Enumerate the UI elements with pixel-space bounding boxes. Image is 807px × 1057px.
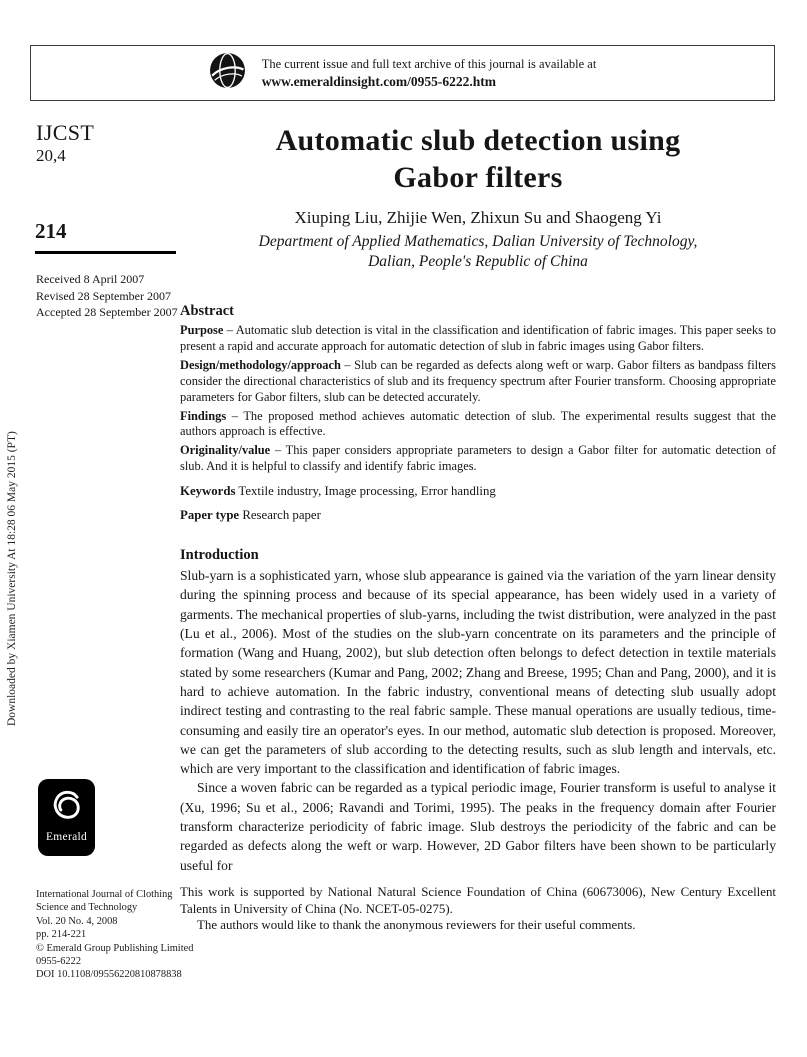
abstract-section-originality xyxy=(180,443,776,475)
abstract-section-text: – Slub can be regarded as defects along weft or warp. Gabor filters as bandpass filters consider the directional characteristics of slub and its frequency spectrum after Fourier transform. Choosing appropriate parameters for Gabor filters, slub can be detected accurately. xyxy=(180,357,776,404)
abstract-section-text: – This paper considers appropriate parameters to design a Gabor filter for automatic detection of slub. And it is helpful to classify and identify fabric images. xyxy=(180,443,776,474)
emerald-logo xyxy=(38,779,95,856)
keywords-value: Textile industry, Image processing, Error handling xyxy=(238,484,496,499)
footnote xyxy=(180,884,776,934)
journal-code: IJCST xyxy=(36,120,95,145)
emerald-wordmark: Emerald xyxy=(45,831,88,843)
history-line-received: Received 8 April 2007 xyxy=(36,272,145,286)
imprint-line: Science and Technology xyxy=(36,902,138,914)
journal-issue: 20,4 xyxy=(36,146,66,165)
paper-type-line xyxy=(180,508,776,523)
globe-icon xyxy=(209,52,246,94)
journal-imprint xyxy=(36,888,193,982)
download-watermark: Downloaded by Xiamen University At 18:28 06 May 2015 (PT) xyxy=(6,431,18,726)
abstract-section-design xyxy=(180,358,776,406)
article-title xyxy=(180,122,776,196)
article-history xyxy=(36,271,178,321)
paper-type-label: Paper type xyxy=(180,508,240,523)
abstract-section-text: – The proposed method achieves automatic detection of slub. The experimental results suggest that the authors approach is effective. xyxy=(180,408,776,439)
abstract-sections xyxy=(180,323,776,475)
abstract-section-label: Purpose xyxy=(180,323,224,337)
intro-paragraph: Slub-yarn is a sophisticated yarn, whose slub appearance is gained via the variation of the yarn linear density during the spinning process and because of its special appearance, has been widely used in a variety of garments. The mechanical properties of slub-yarns, including the twist distribution, were analyzed in the past (Lu et al., 2006). Most of the studies on the slub-yarn concentrate on its parameters and the principle of formation (Wang and Huang, 2002), but slub detection often belongs to defect detection in textile materials stated by some researchers (Kumar and Pang, 2002; Zhang and Breese, 1995; Chan and Pang, 2000), and it is hard to achieve automation. In the fabric industry, conventional means of detecting slub usually adopt indirect testing and contrasting to the real fabric sample. These manual operations are usually tedious, time-consuming and easily tire an operator's eyes. In our method, automatic slub detection is proposed. Moreover, we can get the parameters of slub according to the detecting results, such as slub length and intervals, etc. which are very important to the classification and identification of fabric images. xyxy=(180,568,776,777)
affiliation-line: Dalian, People's Republic of China xyxy=(368,252,588,270)
abstract-section-text: – Automatic slub detection is vital in the classification and identification of fabric images. This paper seeks to present a rapid and accurate approach for automatic detection of slub in fabric images using Gabor filters. xyxy=(180,323,776,353)
introduction-text xyxy=(180,566,776,875)
imprint-line: DOI 10.1108/09556220810878838 xyxy=(36,969,182,981)
affiliation-line: Department of Applied Mathematics, Dalian University of Technology, xyxy=(258,233,698,250)
intro-paragraph: Since a woven fabric can be regarded as a typical periodic image, Fourier transform is useful to analyse it (Xu, 1996; Su et al., 2006; Ravandi and Torimi, 1995). The peaks in the frequency domain after Fourier transform characterize periodicity of fabric image. Slub destroys the periodicity of the fabric and can be regarded as defects along the weft or warp. However, 2D Gabor filters have been shown to be particularly useful for xyxy=(180,780,776,873)
availability-banner xyxy=(30,45,775,101)
imprint-line: © Emerald Group Publishing Limited xyxy=(36,942,194,954)
keywords-label: Keywords xyxy=(180,484,236,499)
introduction-heading: Introduction xyxy=(180,547,259,564)
article-title-line: Gabor filters xyxy=(393,161,563,194)
journal-url-link[interactable]: www.emeraldinsight.com/0955-6222.htm xyxy=(261,73,497,89)
article-affiliation xyxy=(180,232,776,271)
article-title-line: Automatic slub detection using xyxy=(275,124,681,157)
imprint-line: pp. 214-221 xyxy=(36,929,87,941)
imprint-line: International Journal of Clothing xyxy=(36,889,173,900)
keywords-line xyxy=(180,484,776,499)
history-line-revised: Revised 28 September 2007 xyxy=(36,288,171,303)
abstract-section-label: Findings xyxy=(180,408,227,423)
history-line-accepted: Accepted 28 September 2007 xyxy=(36,305,178,319)
abstract-section-findings xyxy=(180,409,776,441)
article-body xyxy=(180,122,776,934)
abstract-heading: Abstract xyxy=(180,303,234,319)
emerald-swirl-icon xyxy=(48,786,86,829)
footnote-paragraph: The authors would like to thank the anonymous reviewers for their useful comments. xyxy=(197,918,636,933)
imprint-line: Vol. 20 No. 4, 2008 xyxy=(36,915,118,927)
abstract-section-label: Design/methodology/approach xyxy=(180,357,341,372)
abstract-section-purpose xyxy=(180,323,776,355)
article-authors: Xiuping Liu, Zhijie Wen, Zhixun Su and Shaogeng Yi xyxy=(294,208,662,227)
page-number: 214 xyxy=(35,219,176,254)
paper-type-value: Research paper xyxy=(242,508,321,523)
footnote-paragraph: This work is supported by National Natural Science Foundation of China (60673006), New Century Excellent Talents in University of China (No. NCET-05-0275). xyxy=(180,884,776,916)
abstract-section-label: Originality/value xyxy=(180,443,271,458)
imprint-line: 0955-6222 xyxy=(36,956,82,968)
availability-text-block xyxy=(262,56,597,91)
availability-text: The current issue and full text archive of this journal is available at xyxy=(261,56,597,71)
